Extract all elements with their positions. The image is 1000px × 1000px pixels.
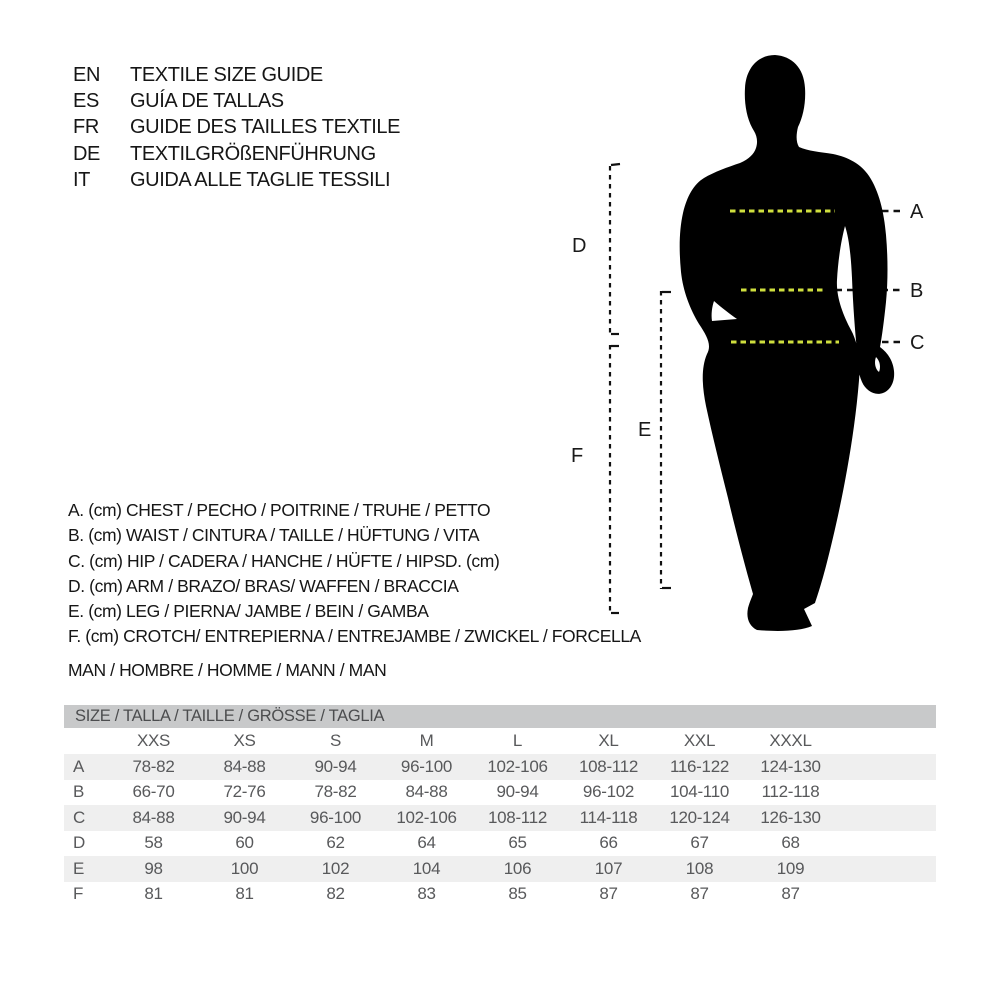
legend-waist: B. (cm) WAIST / CINTURA / TAILLE / HÜFTUNG / VITA: [68, 525, 480, 546]
label-hip-c: C: [910, 332, 925, 354]
row-label: C: [73, 807, 85, 827]
cell: 83: [417, 884, 436, 904]
lang-code: IT: [73, 168, 90, 191]
cell: 104: [412, 858, 441, 878]
lang-code: ES: [73, 90, 99, 113]
cell: 84-88: [223, 756, 266, 776]
guide-title-es: GUÍA DE TALLAS: [130, 90, 284, 113]
guide-title-en: TEXTILE SIZE GUIDE: [130, 64, 323, 86]
cell: 82: [326, 884, 345, 904]
label-arm-d: D: [572, 235, 587, 257]
cell: 65: [508, 833, 527, 853]
legend-hip: C. (cm) HIP / CADERA / HANCHE / HÜFTE / HIPSD. (cm): [68, 550, 500, 571]
cell: 87: [690, 884, 709, 904]
cell: 124-130: [760, 756, 821, 776]
table-row-b: [64, 780, 936, 806]
table-row-e: [64, 856, 936, 882]
lang-code: EN: [73, 64, 100, 86]
cell: 60: [235, 833, 254, 853]
cell: 81: [235, 884, 254, 904]
gender-line: MAN / HOMBRE / HOMME / MANN / MAN: [68, 660, 387, 680]
cell: 114-118: [579, 807, 638, 827]
size-col-xl: XL: [598, 731, 619, 750]
cell: 100: [230, 858, 259, 878]
cell: 87: [599, 884, 618, 904]
cell: 98: [144, 858, 163, 878]
row-label: E: [73, 858, 85, 878]
size-col-xxl: XXL: [683, 731, 716, 750]
cell: 96-100: [400, 756, 453, 776]
guide-title-fr: GUIDE DES TAILLES TEXTILE: [130, 116, 401, 139]
cell: 66-70: [132, 782, 175, 802]
row-label: B: [73, 782, 85, 802]
size-col-m: M: [419, 731, 434, 750]
cell: 87: [781, 884, 800, 904]
lang-code: FR: [73, 116, 99, 139]
size-col-s: S: [329, 731, 342, 750]
cell: 109: [776, 858, 805, 878]
cell: 62: [326, 833, 345, 853]
guide-title-de: TEXTILGRÖßENFÜHRUNG: [130, 142, 376, 165]
legend-crotch: F. (cm) CROTCH/ ENTREPIERNA / ENTREJAMBE / ZWICKEL / FORCELLA: [68, 626, 641, 647]
legend-chest: A. (cm) CHEST / PECHO / POITRINE / TRUHE / PETTO: [68, 500, 491, 520]
guide-title-it: GUIDA ALLE TAGLIE TESSILI: [130, 168, 391, 191]
cell: 90-94: [314, 756, 357, 776]
cell: 96-102: [582, 782, 635, 802]
cell: 68: [781, 833, 800, 853]
table-row-c: [64, 805, 936, 831]
label-leg-e: E: [638, 419, 652, 441]
cell: 108: [685, 858, 714, 878]
man-silhouette: [680, 55, 894, 631]
cell: 126-130: [760, 807, 821, 827]
cell: 112-118: [761, 782, 820, 802]
size-header-row: [64, 728, 936, 754]
size-table-header-bar: [64, 705, 936, 728]
label-waist-b: B: [910, 280, 924, 302]
cell: 104-110: [669, 782, 730, 802]
size-col-xxxl: XXXL: [769, 731, 812, 750]
arm-top-tick: [611, 164, 620, 165]
cell: 96-100: [309, 807, 362, 827]
table-row-a: [64, 754, 936, 780]
measurement-legend: [68, 498, 641, 650]
table-row-d: [64, 831, 936, 857]
cell: 85: [508, 884, 527, 904]
cell: 58: [144, 833, 163, 853]
cell: 120-124: [669, 807, 730, 827]
cell: 102: [321, 858, 350, 878]
cell: 102-106: [487, 756, 548, 776]
cell: 66: [599, 833, 618, 853]
table-row-f: [64, 882, 936, 908]
cell: 90-94: [496, 782, 539, 802]
cell: 84-88: [405, 782, 448, 802]
lang-code: DE: [73, 142, 100, 165]
cell: 84-88: [132, 807, 175, 827]
cell: 72-76: [223, 782, 266, 802]
size-col-l: L: [512, 731, 523, 750]
size-col-xxs: XXS: [136, 731, 171, 750]
cell: 90-94: [223, 807, 266, 827]
row-label: F: [73, 884, 84, 904]
cell: 64: [417, 833, 436, 853]
legend-arm: D. (cm) ARM / BRAZO/ BRAS/ WAFFEN / BRACCIA: [68, 575, 459, 596]
cell: 78-82: [132, 756, 175, 776]
label-crotch-f: F: [571, 445, 583, 467]
row-label: A: [73, 756, 85, 776]
size-table: [64, 705, 936, 907]
cell: 108-112: [578, 756, 639, 776]
cell: 81: [144, 884, 163, 904]
size-col-xs: XS: [233, 731, 256, 750]
legend-leg: E. (cm) LEG / PIERNA/ JAMBE / BEIN / GAMBA: [68, 601, 429, 622]
cell: 78-82: [314, 782, 357, 802]
cell: 106: [503, 858, 532, 878]
cell: 108-112: [487, 807, 548, 827]
label-chest-a: A: [910, 201, 924, 223]
row-label: D: [73, 833, 85, 853]
cell: 116-122: [669, 756, 730, 776]
cell: 107: [594, 858, 623, 878]
size-table-title: SIZE / TALLA / TAILLE / GRÖSSE / TAGLIA: [75, 707, 385, 725]
cell: 102-106: [396, 807, 457, 827]
cell: 67: [690, 833, 709, 853]
